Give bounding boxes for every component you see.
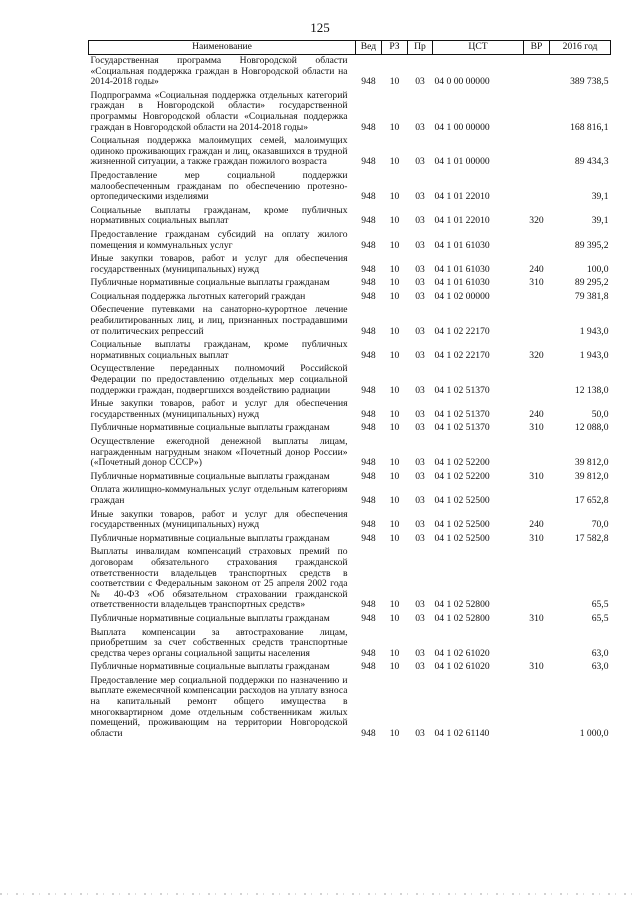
row-ved: 948 <box>361 727 376 739</box>
row-pr: 03 <box>415 215 425 227</box>
row-ved: 948 <box>361 263 376 275</box>
row-ved: 948 <box>361 121 376 133</box>
row-amount: 100,0 <box>586 263 609 275</box>
row-amount: 89 395,2 <box>574 239 609 251</box>
row-amount: 79 381,8 <box>574 290 609 302</box>
row-name: Предоставление мер социальной поддержки по назначению и выплате ежемесячной компенсации расходов на уплату взноса на капитальный ремонт общего имущества в многоквартирном доме отдельным собственникам жилых помещений, проживающим на территории Новгородской области <box>90 674 348 739</box>
row-amount: 89 434,3 <box>574 156 609 168</box>
row-rz: 10 <box>389 156 400 168</box>
row-ved: 948 <box>361 647 376 659</box>
row-pr: 03 <box>415 532 425 544</box>
row-ved: 948 <box>361 422 376 434</box>
row-cst: 04 1 01 00000 <box>434 156 490 168</box>
row-name: Социальная поддержка малоимущих семей, малоимущих одиноко проживающих граждан и лиц, оказавшихся в трудной жизненной ситуации, а также граждан пожилого возраста <box>90 135 348 168</box>
row-name: Оплата жилищно-коммунальных услуг отдельным категориям граждан <box>90 484 348 506</box>
row-amount: 1 943,0 <box>579 349 609 361</box>
header-cst: ЦСТ <box>433 41 524 55</box>
row-cst: 04 1 02 61020 <box>434 647 490 659</box>
header-year: 2016 год <box>550 41 611 55</box>
row-ved: 948 <box>361 384 376 396</box>
row-cst: 04 1 01 61030 <box>434 277 490 289</box>
row-pr: 03 <box>415 191 425 203</box>
row-rz: 10 <box>389 263 400 275</box>
row-vr: 310 <box>529 661 544 673</box>
row-cst: 04 1 01 61030 <box>434 263 490 275</box>
row-rz: 10 <box>389 191 400 203</box>
row-vr <box>524 627 550 662</box>
row-rz: 10 <box>389 532 400 544</box>
row-amount: 50,0 <box>591 408 609 420</box>
row-name: Публичные нормативные социальные выплаты гражданам <box>90 612 330 624</box>
row-name: Публичные нормативные социальные выплаты гражданам <box>90 470 330 482</box>
row-rz: 10 <box>389 76 400 88</box>
row-amount: 1 943,0 <box>579 325 609 337</box>
row-vr: 310 <box>529 422 544 434</box>
table-row <box>89 135 611 170</box>
row-pr: 03 <box>415 612 425 624</box>
row-cst: 04 1 01 61030 <box>434 239 490 251</box>
header-pr: Пр <box>408 41 433 55</box>
header-ved: Вед <box>356 41 382 55</box>
row-rz: 10 <box>389 519 400 531</box>
row-vr: 320 <box>529 215 544 227</box>
row-name: Осуществление ежегодной денежной выплаты лицам, награжденным нагрудным знаком «Почетный донор России» («Почетный донор СССР») <box>90 436 348 469</box>
row-rz: 10 <box>389 422 400 434</box>
row-name: Социальные выплаты гражданам, кроме публичных нормативных социальных выплат <box>90 339 348 361</box>
row-name: Предоставление мер социальной поддержки малообеспеченным гражданам по обеспечению протезно-ортопедическими изделиями <box>90 169 348 203</box>
row-rz: 10 <box>389 239 400 251</box>
row-name: Публичные нормативные социальные выплаты гражданам <box>90 661 330 673</box>
row-cst: 04 1 02 52500 <box>434 519 490 531</box>
row-amount: 39 812,0 <box>574 457 609 469</box>
row-name: Предоставление гражданам субсидий на оплату жилого помещения и коммунальных услуг <box>90 228 348 251</box>
row-rz: 10 <box>389 647 400 659</box>
row-vr <box>524 363 550 398</box>
row-pr: 03 <box>415 239 425 251</box>
row-cst: 04 1 00 00000 <box>434 121 490 133</box>
row-pr: 03 <box>415 156 425 168</box>
row-vr: 240 <box>529 519 544 531</box>
row-cst: 04 1 02 51370 <box>434 408 490 420</box>
row-pr: 03 <box>415 422 425 434</box>
row-cst: 04 1 02 52800 <box>434 612 490 624</box>
row-name: Осуществление переданных полномочий Российской Федерации по предоставлению отдельных мер социальной поддержки граждан, подвергшихся воздействию радиации <box>90 363 348 396</box>
row-name: Иные закупки товаров, работ и услуг для обеспечения государственных (муниципальных) нужд <box>90 508 348 531</box>
row-amount: 39 812,0 <box>574 470 609 482</box>
row-cst: 04 1 02 61140 <box>434 727 490 739</box>
row-pr: 03 <box>415 263 425 275</box>
table-row <box>89 205 611 229</box>
row-name: Социальная поддержка льготных категорий граждан <box>90 290 306 302</box>
row-amount: 63,0 <box>591 661 609 673</box>
row-rz: 10 <box>389 599 400 611</box>
table-row <box>89 484 611 508</box>
row-ved: 948 <box>361 76 376 88</box>
row-cst: 04 1 02 51370 <box>434 422 490 434</box>
row-pr: 03 <box>415 121 425 133</box>
table-row <box>89 304 611 339</box>
row-vr <box>524 229 550 253</box>
table-row <box>89 436 611 471</box>
row-vr: 310 <box>529 470 544 482</box>
row-pr: 03 <box>415 470 425 482</box>
row-pr: 03 <box>415 277 425 289</box>
row-cst: 04 1 02 52200 <box>434 457 490 469</box>
row-cst: 04 0 00 00000 <box>434 76 490 88</box>
row-rz: 10 <box>389 494 400 506</box>
table-row <box>89 675 611 742</box>
row-ved: 948 <box>361 290 376 302</box>
row-vr <box>524 135 550 170</box>
row-amount: 17 582,8 <box>574 532 609 544</box>
row-pr: 03 <box>415 494 425 506</box>
row-vr <box>524 546 550 613</box>
row-ved: 948 <box>361 215 376 227</box>
row-name: Социальные выплаты гражданам, кроме публичных нормативных социальных выплат <box>90 204 348 227</box>
row-amount: 65,5 <box>591 599 609 611</box>
row-pr: 03 <box>415 408 425 420</box>
row-amount: 63,0 <box>591 647 609 659</box>
row-rz: 10 <box>389 290 400 302</box>
row-ved: 948 <box>361 325 376 337</box>
row-name: Публичные нормативные социальные выплаты гражданам <box>90 532 330 544</box>
row-ved: 948 <box>361 156 376 168</box>
row-rz: 10 <box>389 727 400 739</box>
row-amount: 89 295,2 <box>574 277 609 289</box>
row-amount: 39,1 <box>591 215 609 227</box>
row-cst: 04 1 02 52800 <box>434 599 490 611</box>
table-row <box>89 229 611 253</box>
table-row <box>89 90 611 135</box>
row-pr: 03 <box>415 384 425 396</box>
row-amount: 168 816,1 <box>570 121 609 133</box>
row-rz: 10 <box>389 457 400 469</box>
row-amount: 39,1 <box>591 191 609 203</box>
row-pr: 03 <box>415 457 425 469</box>
row-rz: 10 <box>389 215 400 227</box>
row-cst: 04 1 02 22170 <box>434 349 490 361</box>
page-number: 125 <box>310 20 330 35</box>
row-cst: 04 1 02 61020 <box>434 661 490 673</box>
row-cst: 04 1 02 22170 <box>434 325 490 337</box>
row-rz: 10 <box>389 661 400 673</box>
table-row <box>89 291 611 305</box>
row-amount: 65,5 <box>591 612 609 624</box>
budget-table <box>88 40 611 741</box>
row-amount: 12 088,0 <box>574 422 609 434</box>
row-ved: 948 <box>361 277 376 289</box>
table-row <box>89 170 611 205</box>
row-ved: 948 <box>361 494 376 506</box>
row-pr: 03 <box>415 325 425 337</box>
table-row <box>89 471 611 485</box>
row-ved: 948 <box>361 349 376 361</box>
row-pr: 03 <box>415 599 425 611</box>
row-rz: 10 <box>389 470 400 482</box>
row-vr: 310 <box>529 532 544 544</box>
table-row <box>89 363 611 398</box>
table-row <box>89 55 611 90</box>
row-name: Обеспечение путевками на санаторно-курортное лечение реабилитированных лиц, и лиц, признанных пострадавшими от политических репрессий <box>90 304 348 337</box>
row-rz: 10 <box>389 277 400 289</box>
table-row <box>89 546 611 613</box>
table-row <box>89 277 611 291</box>
row-amount: 12 138,0 <box>574 384 609 396</box>
row-ved: 948 <box>361 470 376 482</box>
row-amount: 1 000,0 <box>579 727 609 739</box>
row-cst: 04 1 02 52500 <box>434 494 490 506</box>
scan-artifact-line <box>0 893 640 895</box>
row-vr <box>524 484 550 508</box>
row-ved: 948 <box>361 519 376 531</box>
table-row <box>89 398 611 422</box>
row-pr: 03 <box>415 661 425 673</box>
table-row <box>89 613 611 627</box>
table-row <box>89 509 611 533</box>
row-rz: 10 <box>389 408 400 420</box>
row-rz: 10 <box>389 325 400 337</box>
row-cst: 04 1 02 52200 <box>434 470 490 482</box>
row-cst: 04 1 02 00000 <box>434 290 490 302</box>
row-amount: 389 738,5 <box>570 76 609 88</box>
row-pr: 03 <box>415 727 425 739</box>
row-vr: 240 <box>529 263 544 275</box>
row-ved: 948 <box>361 661 376 673</box>
row-ved: 948 <box>361 599 376 611</box>
table-body <box>89 55 611 742</box>
row-rz: 10 <box>389 384 400 396</box>
row-cst: 04 1 01 22010 <box>434 191 490 203</box>
row-vr: 310 <box>529 612 544 624</box>
row-pr: 03 <box>415 647 425 659</box>
row-name: Выплата компенсации за автострахование лицам, приобретшим за счет собственных средств транспортные средства через органы социальной защиты населения <box>90 626 348 659</box>
row-pr: 03 <box>415 290 425 302</box>
table-row <box>89 253 611 277</box>
header-name: Наименование <box>89 41 356 55</box>
table-row <box>89 339 611 363</box>
row-vr <box>524 436 550 471</box>
row-name: Иные закупки товаров, работ и услуг для обеспечения государственных (муниципальных) нужд <box>90 253 348 275</box>
table-row <box>89 533 611 547</box>
row-cst: 04 1 01 22010 <box>434 215 490 227</box>
row-ved: 948 <box>361 239 376 251</box>
row-ved: 948 <box>361 408 376 420</box>
table-row <box>89 422 611 436</box>
row-vr <box>524 675 550 742</box>
row-ved: 948 <box>361 191 376 203</box>
row-cst: 04 1 02 52500 <box>434 532 490 544</box>
row-ved: 948 <box>361 457 376 469</box>
row-amount: 17 652,8 <box>574 494 609 506</box>
row-pr: 03 <box>415 76 425 88</box>
table-row <box>89 661 611 675</box>
row-ved: 948 <box>361 612 376 624</box>
row-vr <box>524 291 550 305</box>
row-pr: 03 <box>415 349 425 361</box>
row-vr <box>524 170 550 205</box>
row-vr <box>524 90 550 135</box>
row-vr <box>524 304 550 339</box>
row-ved: 948 <box>361 532 376 544</box>
row-vr: 320 <box>529 349 544 361</box>
row-vr <box>524 55 550 90</box>
row-pr: 03 <box>415 519 425 531</box>
table-header-row <box>89 41 611 55</box>
row-vr: 240 <box>529 408 544 420</box>
row-name: Государственная программа Новгородской области «Социальная поддержка граждан в Новгородской области на 2014-2018 годы» <box>90 55 348 88</box>
table-row <box>89 627 611 662</box>
row-vr: 310 <box>529 277 544 289</box>
row-rz: 10 <box>389 612 400 624</box>
row-name: Выплаты инвалидам компенсаций страховых премий по договорам обязательного страхования гражданской ответственности владельцев транспортных средств в соответствии с Федеральным законом от 25 апреля 2002 года № 40-ФЗ «Об обязательном страховании гражданской ответственности владельцев транспортных средств» <box>90 546 348 611</box>
row-rz: 10 <box>389 349 400 361</box>
row-name: Иные закупки товаров, работ и услуг для обеспечения государственных (муниципальных) нужд <box>90 398 348 420</box>
row-rz: 10 <box>389 121 400 133</box>
header-rz: РЗ <box>382 41 408 55</box>
row-cst: 04 1 02 51370 <box>434 384 490 396</box>
row-name: Публичные нормативные социальные выплаты гражданам <box>90 277 330 289</box>
row-amount: 70,0 <box>591 519 609 531</box>
row-name: Подпрограмма «Социальная поддержка отдельных категорий граждан в Новгородской области» государственной программы Новгородской области «Социальная поддержка граждан в Новгородской области на 2014-2018 годы» <box>90 89 348 133</box>
row-name: Публичные нормативные социальные выплаты гражданам <box>90 422 330 434</box>
header-vr: ВР <box>524 41 550 55</box>
